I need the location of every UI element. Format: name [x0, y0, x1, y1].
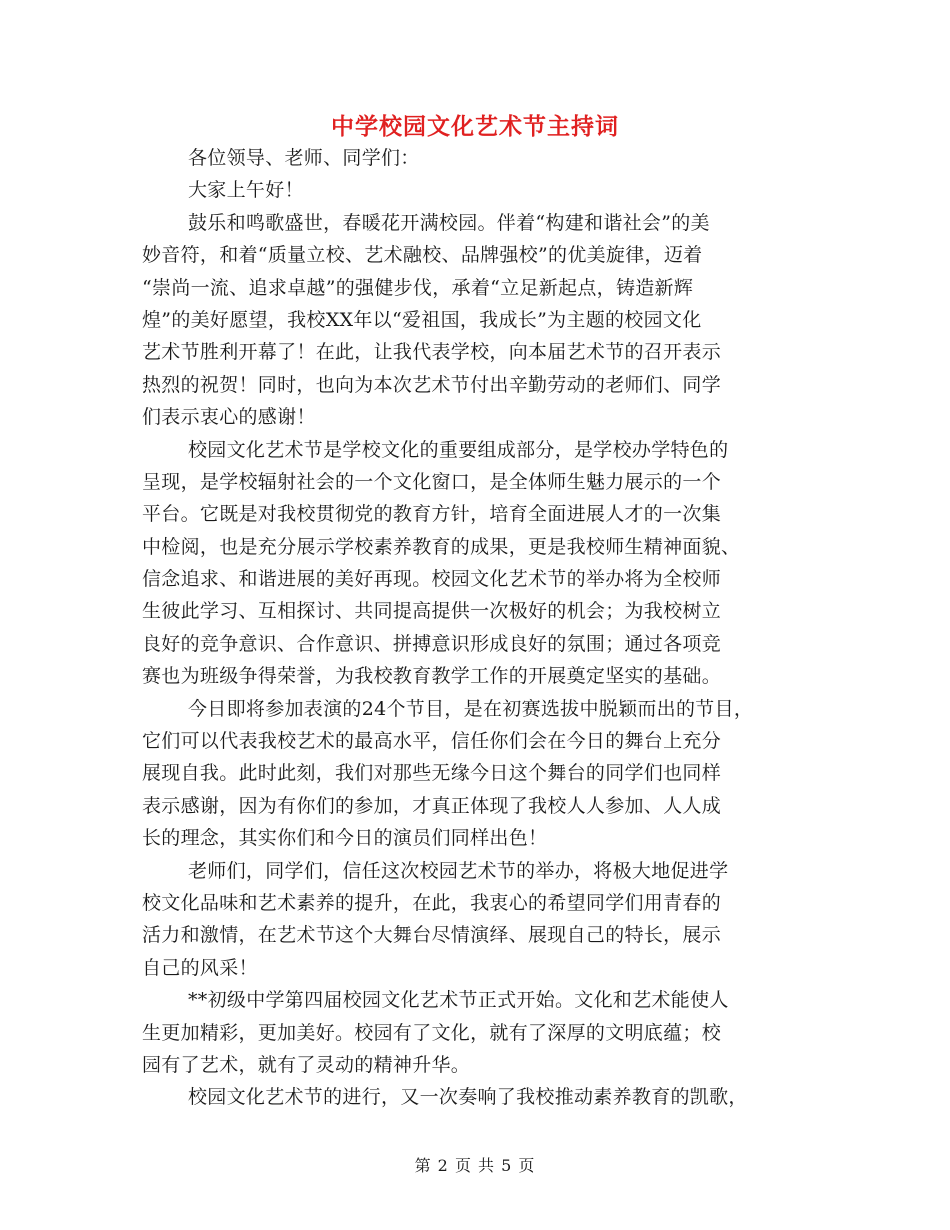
text-line: 长的理念，其实你们和今日的演员们同样出色！ [142, 827, 548, 850]
text-line: 们表示衷心的感谢！ [142, 406, 316, 429]
text-line: 信念追求、和谐进展的美好再现。校园文化艺术节的举办将为全校师 [142, 568, 722, 591]
text-line: 生更加精彩，更加美好。校园有了文化，就有了深厚的文明底蕴；校 [142, 1021, 722, 1044]
text-line: 平台。它既是对我校贯彻党的教育方针，培育全面进展人才的一次集 [142, 503, 722, 526]
text-line: 表示感谢，因为有你们的参加，才真正体现了我校人人参加、人人成 [142, 794, 722, 817]
page-footer: 第 2 页 共 5 页 [414, 1156, 536, 1175]
text-line: 生彼此学习、互相探讨、共同提高提供一次极好的机会；为我校树立 [142, 600, 722, 623]
text-line: 今日即将参加表演的24个节目，是在初赛选拔中脱颖而出的节目， [188, 697, 754, 720]
text-line: 鼓乐和鸣歌盛世，春暖花开满校园。伴着“构建和谐社会”的美 [188, 211, 710, 234]
text-line: “崇尚一流、追求卓越”的强健步伐，承着“立足新起点，铸造新辉 [142, 276, 694, 299]
text-line: 良好的竞争意识、合作意识、拼搏意识形成良好的氛围；通过各项竞 [142, 632, 722, 655]
text-line: 它们可以代表我校艺术的最高水平，信任你们会在今日的舞台上充分 [142, 730, 722, 753]
text-line: 校文化品味和艺术素养的提升，在此，我衷心的希望同学们用青春的 [142, 891, 722, 914]
text-line: 艺术节胜利开幕了！在此，让我代表学校，向本届艺术节的召开表示 [142, 341, 722, 364]
text-line: 校园文化艺术节的进行，又一次奏响了我校推动素养教育的凯歌， [188, 1086, 748, 1109]
text-line: 热烈的祝贺！同时，也向为本次艺术节付出辛勤劳动的老师们、同学 [142, 373, 722, 396]
text-line: 煌”的美好愿望，我校XX年以“爱祖国，我成长”为主题的校园文化 [142, 308, 702, 331]
text-line: 各位领导、老师、同学们： [188, 147, 420, 169]
text-line: 赛也为班级争得荣誉，为我校教育教学工作的开展奠定坚实的基础。 [142, 665, 722, 688]
text-line: 中检阅，也是充分展示学校素养教育的成果，更是我校师生精神面貌、 [142, 535, 741, 558]
text-line: 活力和激情，在艺术节这个大舞台尽情演绎、展现自己的特长，展示 [142, 924, 722, 947]
document-title: 中学校园文化艺术节主持词 [331, 114, 619, 140]
text-line: 园有了艺术，就有了灵动的精神升华。 [142, 1053, 471, 1076]
text-line: 妙音符，和着“质量立校、艺术融校、品牌强校”的优美旋律，迈着 [142, 244, 703, 267]
text-line: 校园文化艺术节是学校文化的重要组成部分，是学校办学特色的 [188, 438, 729, 461]
text-line: **初级中学第四届校园文化艺术节正式开始。文化和艺术能使人 [188, 989, 729, 1012]
text-line: 呈现，是学校辐射社会的一个文化窗口，是全体师生魅力展示的一个 [142, 470, 722, 493]
body-text [142, 142, 807, 1114]
text-line: 展现自我。此时此刻，我们对那些无缘今日这个舞台的同学们也同样 [142, 762, 722, 785]
text-line: 自己的风采！ [142, 956, 258, 979]
text-line: 大家上午好！ [188, 179, 304, 202]
text-line: 老师们，同学们，信任这次校园艺术节的举办，将极大地促进学 [188, 859, 729, 882]
